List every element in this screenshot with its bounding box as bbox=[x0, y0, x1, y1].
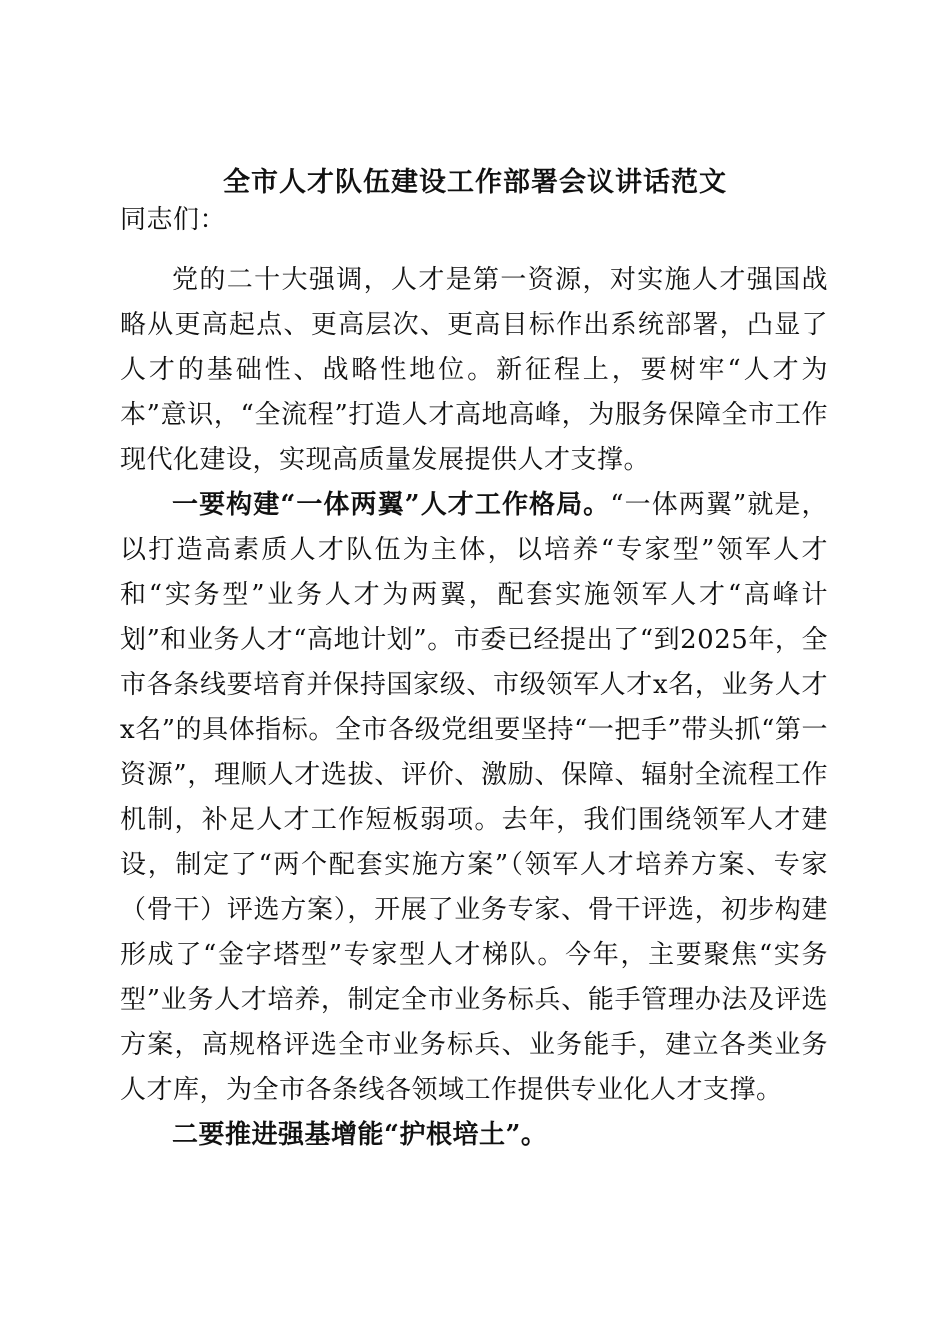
paragraph-intro-text: 党的二十大强调，人才是第一资源，对实施人才强国战略从更高起点、更高层次、更高目标作出系统部署，凸显了人才的基础性、战略性地位。新征程上，要树牢“人才为本”意识，“全流程”打造人才高地高峰，为服务保障全市工作现代化建设，实现高质量发展提供人才支撑。 bbox=[120, 265, 828, 475]
paragraph-intro bbox=[120, 258, 828, 483]
point-two-heading: 二要推进强基增能“护根培土”。 bbox=[172, 1120, 548, 1150]
point-one-heading: 一要构建“一体两翼”人才工作格局。 bbox=[172, 490, 611, 520]
document-title: 全市人才队伍建设工作部署会议讲话范文 bbox=[223, 167, 727, 198]
paragraph-point-two bbox=[120, 1113, 828, 1158]
paragraph-point-one bbox=[120, 483, 828, 1113]
point-one-text: “一体两翼”就是，以打造高素质人才队伍为主体，以培养“专家型”领军人才和“实务型”业务人才为两翼，配套实施领军人才“高峰计划”和业务人才“高地计划”。市委已经提出了“到2025年，全市各条线要培育并保持国家级、市级领军人才x名，业务人才x名”的具体指标。全市各级党组要坚持“一把手”带头抓“第一资源”，理顺人才选拔、评价、激励、保障、辐射全流程工作机制，补足人才工作短板弱项。去年，我们围绕领军人才建设，制定了“两个配套实施方案”（领军人才培养方案、专家（骨干）评选方案），开展了业务专家、骨干评选，初步构建形成了“金字塔型”专家型人才梯队。今年，主要聚焦“实务型”业务人才培养，制定全市业务标兵、能手管理办法及评选方案，高规格评选全市业务标兵、业务能手，建立各类业务人才库，为全市各条线各领域工作提供专业化人才支撑。 bbox=[120, 490, 828, 1105]
salutation: 同志们： bbox=[120, 205, 227, 235]
